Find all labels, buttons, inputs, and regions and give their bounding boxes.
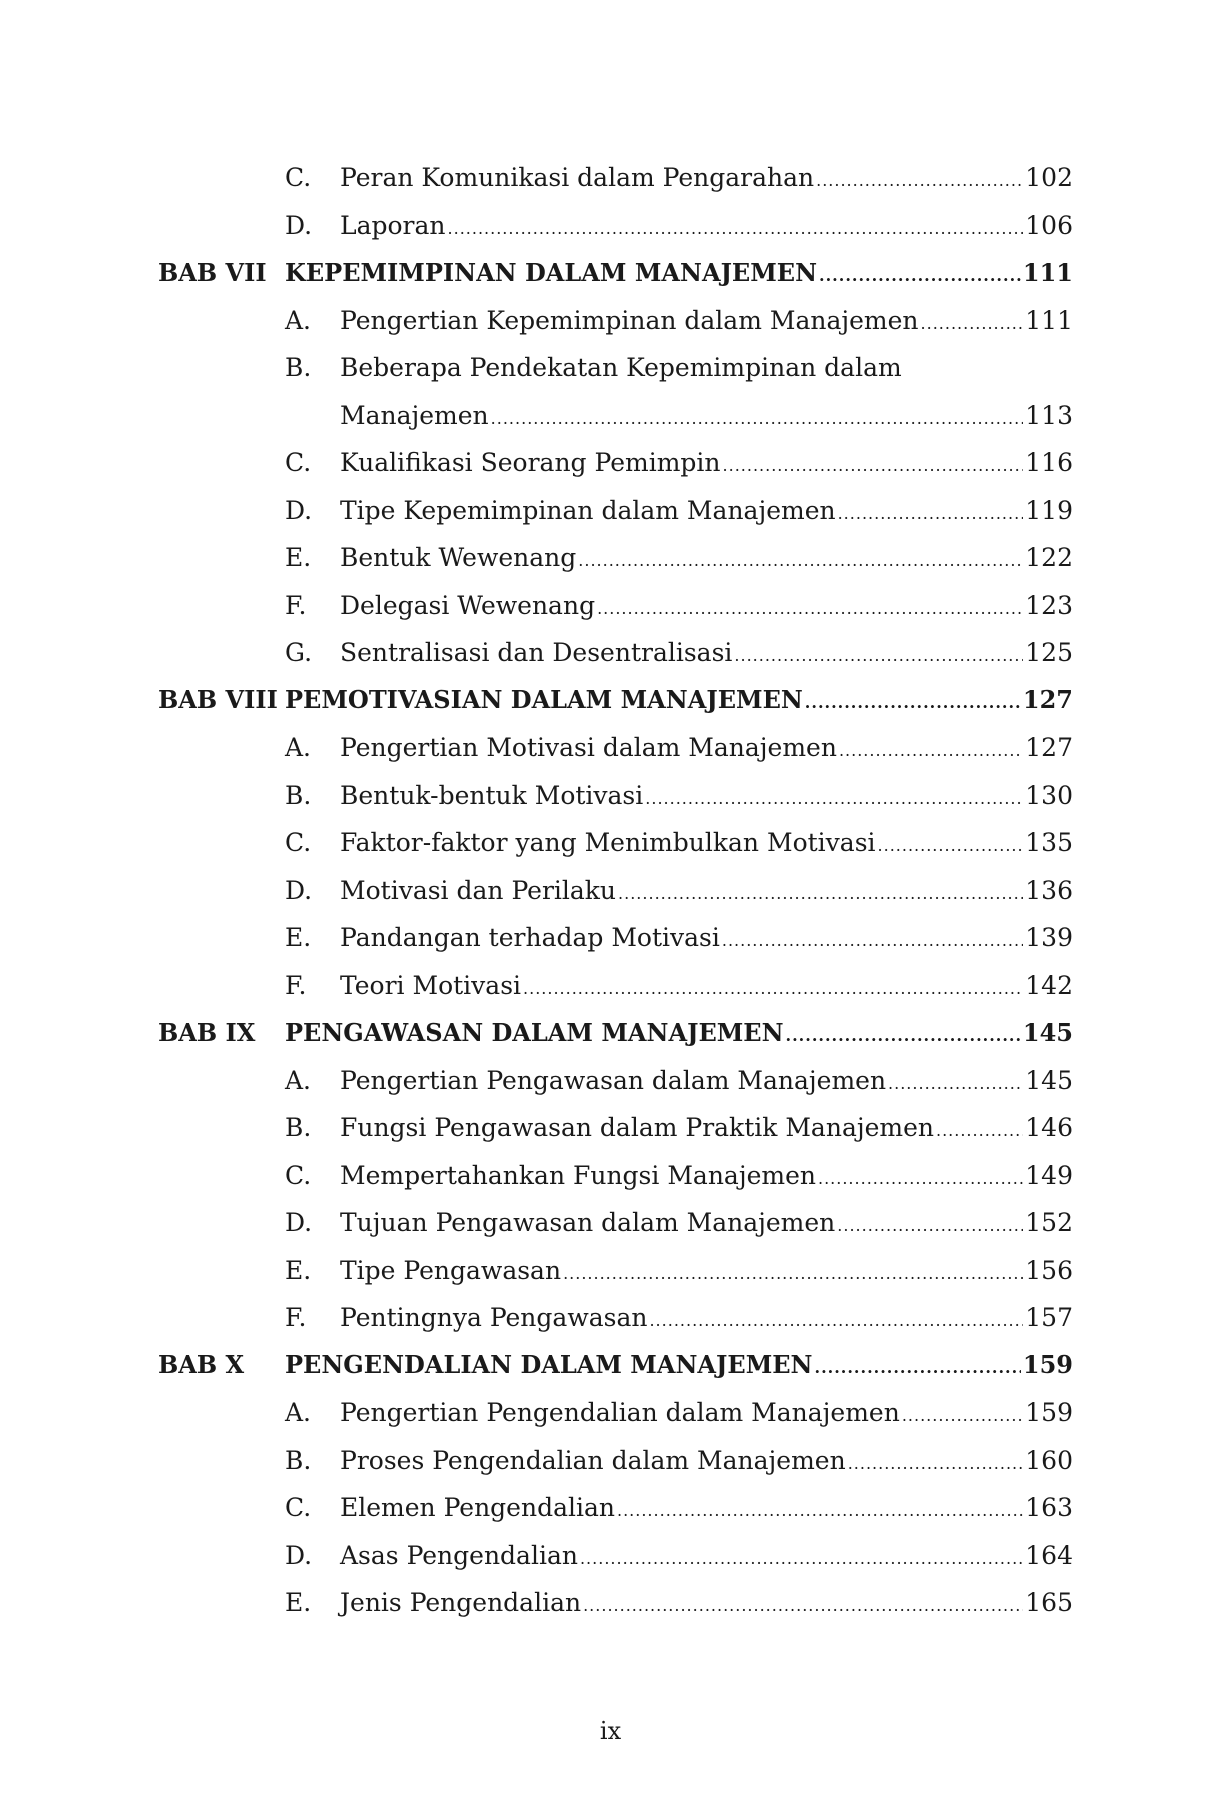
section-title: Kualifikasi Seorang Pemimpin [340, 448, 721, 478]
page-ref: 116 [1025, 448, 1073, 478]
page-ref: 156 [1025, 1255, 1073, 1285]
section-letter: B. [285, 1113, 312, 1143]
page-ref: 145 [1022, 1017, 1073, 1047]
section-entry [340, 210, 1073, 240]
chapter-number: BAB X [158, 1350, 245, 1380]
dot-leader [815, 1360, 1021, 1376]
section-letter: E. [285, 1588, 312, 1618]
section-letter: D. [285, 1540, 313, 1570]
section-entry [340, 1303, 1073, 1333]
dot-leader [838, 506, 1024, 522]
chapter-number: BAB VII [158, 257, 267, 287]
section-entry [340, 1065, 1073, 1095]
section-title: Delegasi Wewenang [340, 590, 596, 620]
dot-leader [878, 838, 1024, 854]
page-ref: 164 [1025, 1540, 1073, 1570]
section-entry [340, 1445, 1073, 1475]
toc-section-row[interactable] [158, 1389, 1073, 1437]
dot-leader [580, 1551, 1023, 1567]
page-ref: 111 [1025, 305, 1073, 335]
section-entry [340, 1398, 1073, 1428]
section-entry [340, 875, 1073, 905]
section-letter: A. [285, 733, 312, 763]
chapter-entry [285, 685, 1073, 715]
toc-section-row[interactable] [158, 819, 1073, 867]
toc-section-row[interactable] [158, 1104, 1073, 1152]
section-title: Teori Motivasi [340, 970, 522, 1000]
page-ref: 102 [1025, 163, 1073, 193]
section-letter: D. [285, 210, 313, 240]
dot-leader [921, 316, 1024, 332]
dot-leader [734, 648, 1023, 664]
section-letter: E. [285, 543, 312, 573]
toc-section-row[interactable] [158, 582, 1073, 630]
section-title: Pengertian Motivasi dalam Manajemen [340, 733, 837, 763]
section-entry [340, 1160, 1073, 1190]
dot-leader [649, 1313, 1023, 1329]
section-letter: D. [285, 1208, 313, 1238]
chapter-entry [285, 1350, 1073, 1380]
section-letter: F. [285, 970, 307, 1000]
section-entry [340, 638, 1073, 668]
section-title: Asas Pengendalian [340, 1540, 578, 1570]
dot-leader [816, 173, 1023, 189]
toc-section-row[interactable] [158, 914, 1073, 962]
section-letter: B. [285, 353, 312, 383]
page-ref: 152 [1025, 1208, 1073, 1238]
section-entry [340, 163, 1073, 193]
dot-leader [723, 458, 1024, 474]
section-letter: B. [285, 1445, 312, 1475]
section-entry [340, 780, 1073, 810]
section-letter: D. [285, 875, 313, 905]
toc-section-row[interactable] [158, 1294, 1073, 1342]
section-entry [340, 1208, 1073, 1238]
toc-section-row[interactable] [158, 1579, 1073, 1627]
dot-leader [597, 601, 1023, 617]
page-ref: 159 [1022, 1350, 1073, 1380]
toc-chapter-row[interactable] [158, 1342, 1073, 1390]
toc-section-row[interactable] [158, 1152, 1073, 1200]
page-ref: 159 [1025, 1398, 1073, 1428]
dot-leader [819, 268, 1021, 284]
section-entry [340, 448, 1073, 478]
section-letter: A. [285, 305, 312, 335]
section-entry [340, 1493, 1073, 1523]
dot-leader [786, 1028, 1021, 1044]
chapter-number: BAB VIII [158, 685, 278, 715]
section-entry [340, 1540, 1073, 1570]
section-entry [340, 1113, 1073, 1143]
toc-section-row[interactable] [158, 487, 1073, 535]
toc-section-row[interactable] [158, 772, 1073, 820]
toc-section-row[interactable] [158, 297, 1073, 345]
section-entry [340, 495, 1073, 525]
section-title: Pentingnya Pengawasan [340, 1303, 648, 1333]
dot-leader [617, 1503, 1023, 1519]
page-ref: 135 [1025, 828, 1073, 858]
section-letter: E. [285, 1255, 312, 1285]
page-ref: 146 [1025, 1113, 1073, 1143]
toc-section-row[interactable] [158, 1532, 1073, 1580]
section-entry [340, 305, 1073, 335]
table-of-contents [158, 154, 1073, 1627]
toc-section-row[interactable] [158, 629, 1073, 677]
chapter-entry [285, 257, 1073, 287]
page-ref: 127 [1025, 733, 1073, 763]
section-title: Jenis Pengendalian [340, 1588, 582, 1618]
section-letter: C. [285, 1493, 312, 1523]
section-letter: F. [285, 1303, 307, 1333]
section-title: Pandangan terhadap Motivasi [340, 923, 720, 953]
page-ref: 139 [1025, 923, 1073, 953]
page-ref: 130 [1025, 780, 1073, 810]
section-letter: B. [285, 780, 312, 810]
section-title: Pengertian Pengendalian dalam Manajemen [340, 1398, 900, 1428]
section-title: Motivasi dan Perilaku [340, 875, 617, 905]
section-entry [340, 970, 1073, 1000]
section-entry [340, 400, 1073, 430]
section-entry [340, 1255, 1073, 1285]
toc-section-row[interactable] [158, 534, 1073, 582]
toc-section-row[interactable] [158, 1199, 1073, 1247]
section-entry [340, 828, 1073, 858]
toc-section-row[interactable] [158, 867, 1073, 915]
dot-leader [618, 886, 1023, 902]
page-ref: 160 [1025, 1445, 1073, 1475]
page-ref: 111 [1022, 257, 1073, 287]
section-title: Tujuan Pengawasan dalam Manajemen [340, 1208, 836, 1238]
page-ref: 106 [1025, 210, 1073, 240]
toc-section-row[interactable] [158, 392, 1073, 440]
section-letter: A. [285, 1398, 312, 1428]
dot-leader [805, 695, 1021, 711]
dot-leader [837, 1218, 1023, 1234]
dot-leader [578, 553, 1023, 569]
chapter-number: BAB IX [158, 1017, 256, 1047]
chapter-title: PENGENDALIAN DALAM MANAJEMEN [285, 1350, 813, 1380]
dot-leader [491, 411, 1024, 427]
toc-section-row[interactable] [158, 202, 1073, 250]
toc-section-row[interactable] [158, 1057, 1073, 1105]
section-title: Tipe Kepemimpinan dalam Manajemen [340, 495, 836, 525]
section-title: Fungsi Pengawasan dalam Praktik Manajemen [340, 1113, 934, 1143]
section-title: Pengertian Pengawasan dalam Manajemen [340, 1065, 887, 1095]
toc-chapter-row[interactable] [158, 677, 1073, 725]
dot-leader [563, 1266, 1023, 1282]
dot-leader [818, 1171, 1023, 1187]
page-ref: 142 [1025, 970, 1073, 1000]
dot-leader [722, 933, 1023, 949]
section-title: Mempertahankan Fungsi Manajemen [340, 1160, 816, 1190]
section-letter: C. [285, 448, 312, 478]
section-title: Faktor-faktor yang Menimbulkan Motivasi [340, 828, 876, 858]
section-entry [340, 353, 1073, 383]
toc-section-row[interactable] [158, 1247, 1073, 1295]
section-letter: C. [285, 828, 312, 858]
section-title: Bentuk-bentuk Motivasi [340, 780, 644, 810]
section-title: Tipe Pengawasan [340, 1255, 562, 1285]
section-letter: F. [285, 590, 307, 620]
section-entry [340, 590, 1073, 620]
section-letter: G. [285, 638, 313, 668]
page-ref: 157 [1025, 1303, 1073, 1333]
section-letter: E. [285, 923, 312, 953]
section-entry [340, 923, 1073, 953]
dot-leader [888, 1076, 1023, 1092]
toc-section-row[interactable] [158, 154, 1073, 202]
page-number: ix [599, 1717, 622, 1745]
page-ref: 149 [1025, 1160, 1073, 1190]
section-title: Pengertian Kepemimpinan dalam Manajemen [340, 305, 919, 335]
section-title: Sentralisasi dan Desentralisasi [340, 638, 733, 668]
dot-leader [645, 791, 1023, 807]
section-entry [340, 733, 1073, 763]
section-title: Beberapa Pendekatan Kepemimpinan dalam [340, 353, 902, 383]
section-entry [340, 543, 1073, 573]
section-title: Laporan [340, 210, 446, 240]
toc-section-row[interactable] [158, 344, 1073, 392]
page-ref: 165 [1025, 1588, 1073, 1618]
page-ref: 125 [1025, 638, 1073, 668]
dot-leader [448, 221, 1024, 237]
dot-leader [839, 743, 1023, 759]
page-ref: 127 [1022, 685, 1073, 715]
chapter-title: PENGAWASAN DALAM MANAJEMEN [285, 1017, 784, 1047]
dot-leader [523, 981, 1023, 997]
section-letter: C. [285, 1160, 312, 1190]
dot-leader [902, 1408, 1023, 1424]
section-title: Bentuk Wewenang [340, 543, 577, 573]
dot-leader [583, 1598, 1023, 1614]
page-ref: 123 [1025, 590, 1073, 620]
dot-leader [936, 1123, 1023, 1139]
section-letter: D. [285, 495, 313, 525]
chapter-title: KEPEMIMPINAN DALAM MANAJEMEN [285, 257, 818, 287]
chapter-title: PEMOTIVASIAN DALAM MANAJEMEN [285, 685, 803, 715]
toc-section-row[interactable] [158, 724, 1073, 772]
section-title: Elemen Pengendalian [340, 1493, 615, 1523]
page-ref: 119 [1025, 495, 1073, 525]
toc-section-row[interactable] [158, 1484, 1073, 1532]
section-title: Proses Pengendalian dalam Manajemen [340, 1445, 846, 1475]
dot-leader [848, 1456, 1024, 1472]
section-letter: A. [285, 1065, 312, 1095]
page-ref: 136 [1025, 875, 1073, 905]
toc-section-row[interactable] [158, 1437, 1073, 1485]
toc-chapter-row[interactable] [158, 249, 1073, 297]
section-entry [340, 1588, 1073, 1618]
section-letter: C. [285, 163, 312, 193]
toc-section-row[interactable] [158, 439, 1073, 487]
page-ref: 113 [1025, 400, 1073, 430]
section-title: Peran Komunikasi dalam Pengarahan [340, 163, 815, 193]
page-ref: 163 [1025, 1493, 1073, 1523]
page-ref: 122 [1025, 543, 1073, 573]
toc-chapter-row[interactable] [158, 1009, 1073, 1057]
chapter-entry [285, 1017, 1073, 1047]
section-title: Manajemen [340, 400, 489, 430]
toc-section-row[interactable] [158, 962, 1073, 1010]
page-ref: 145 [1025, 1065, 1073, 1095]
